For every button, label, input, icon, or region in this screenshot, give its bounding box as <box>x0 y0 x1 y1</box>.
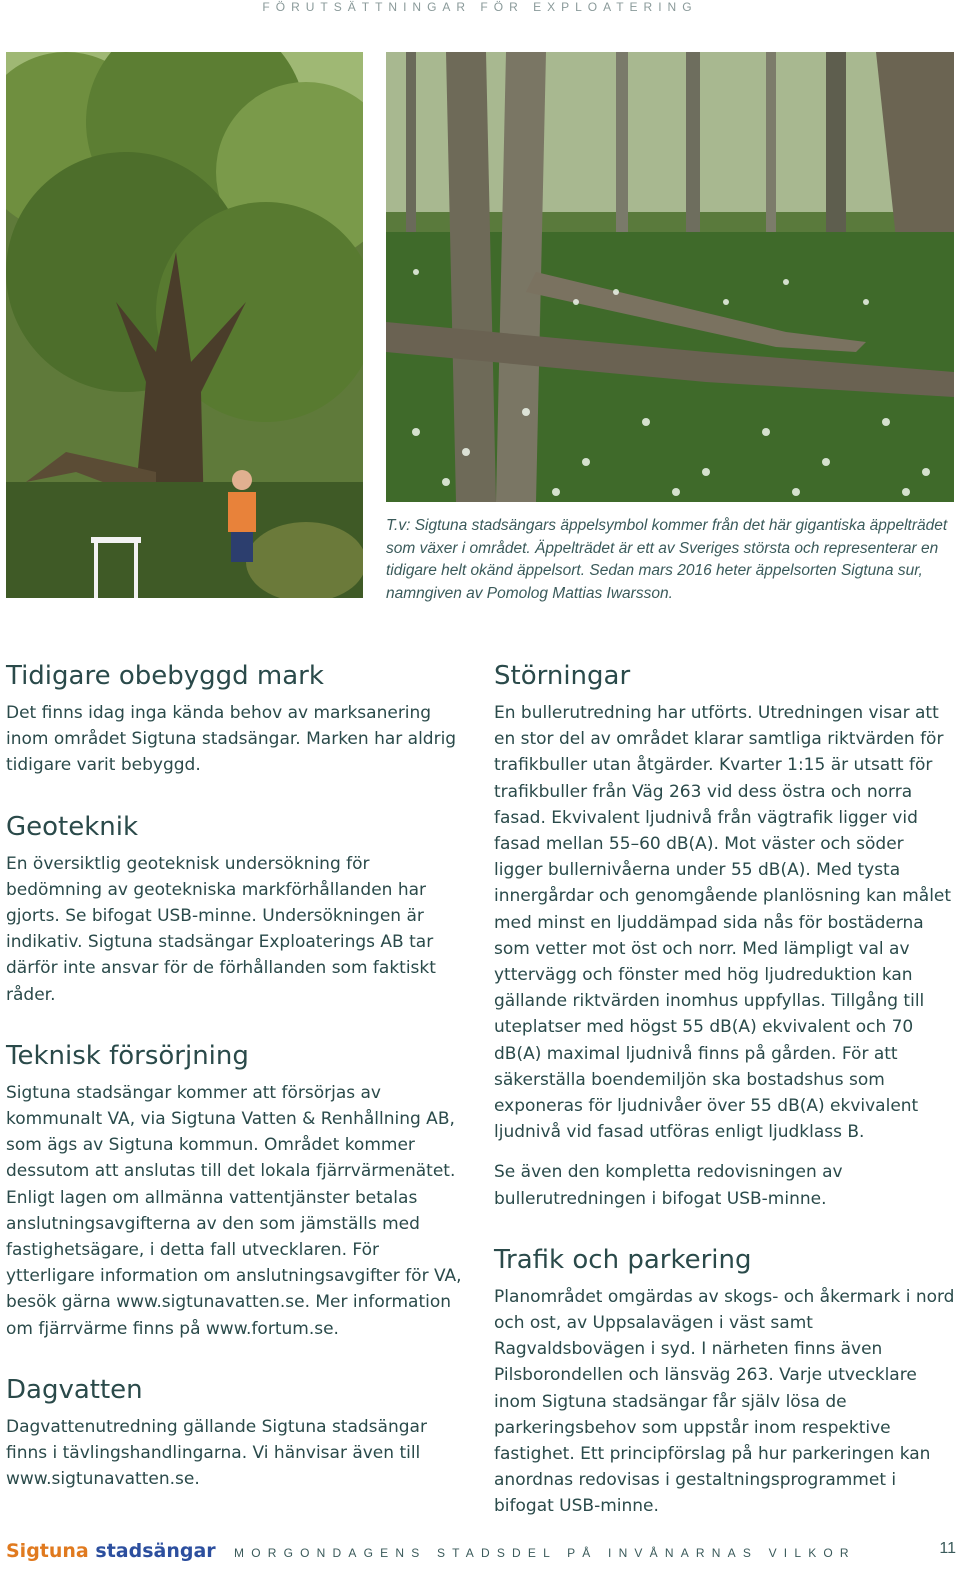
section-text: Se även den kompletta redovisningen av bullerutredningen i bifogat USB-minne. <box>494 1162 843 1209</box>
section-storningar <box>494 658 956 1212</box>
left-column <box>6 658 468 1522</box>
apple-tree-photo <box>6 52 363 598</box>
page-header: FÖRUTSÄTTNINGAR FÖR EXPLOATERING <box>262 0 698 14</box>
section-trafik-och-parkering <box>494 1242 956 1520</box>
section-title: Trafik och parkering <box>494 1244 752 1275</box>
section-text: Sigtuna stadsängar kommer att försörjas av kommunalt VA, via Sigtuna Vatten & Renhållning AB, som ägs av Sigtuna kommun. Området kommer dessutom att anslutas till det lokala fjärrvärmenätet. Enligt lagen om allmänna vattentjänster betalas anslutningsavgifterna av den som jämställs med fastighetsägare, i detta fall utvecklaren. För ytterligare information om anslutningsavgifter för VA, besök gärna www.sigtunavatten.se. Mer information om fjärrvärme finns på www.fortum.se. <box>6 1082 462 1339</box>
section-title: Tidigare obebyggd mark <box>6 661 324 691</box>
section-geoteknik <box>6 809 468 1008</box>
section-title: Störningar <box>494 661 631 691</box>
section-text: Det finns idag inga kända behov av marksanering inom området Sigtuna stadsängar. Marken har aldrig tidigare varit bebyggd. <box>6 703 457 776</box>
page-footer <box>0 1536 960 1566</box>
section-title: Geoteknik <box>6 811 139 842</box>
section-text: Dagvattenutredning gällande Sigtuna stadsängar finns i tävlingshandlingarna. Vi hänvisar även till www.sigtunavatten.se. <box>6 1416 427 1490</box>
section-text: Planområdet omgärdas av skogs- och åkermark i nord och ost, av Uppsalavägen i väst samt Ragvaldsbovägen i syd. I närheten finns även Pilsborondellen och länsväg 263. Varje utvecklare inom Sigtuna stadsängar får själv lösa de parkeringsbehov som uppstår inom respektive fastighet. Ett principförslag på hur parkeringen kan anordnas redovisas i gestaltningsprogrammet i bifogat USB-minne. <box>494 1286 955 1517</box>
section-tidigare-obebyggd-mark <box>6 658 468 779</box>
forest-photo <box>386 52 954 502</box>
section-dagvatten <box>6 1372 468 1493</box>
section-text: En översiktlig geoteknisk undersökning för bedömning av geotekniska markförhållanden har gjorts. Se bifogat USB-minne. Undersökningen är indikativ. Sigtuna stadsängar Exploaterings AB tar därför inte ansvar för de förhållanden som faktiskt råder. <box>6 853 436 1005</box>
section-text: En bullerutredning har utförts. Utredningen visar att en stor del av området klarar samtliga riktvärden för trafikbuller utan åtgärder. Kvarter 1:15 är utsatt för trafikbuller från Väg 263 vid dess östra och norra fasad. Ekvivalent ljudnivå från vägtrafik ligger vid fasad mellan 55–60 dB(A). Mot väster och söder ligger bullernivåerna under 55 dB(A). Med tysta innergårdar och genomgående planlösning kan målet med minst en ljuddämpad sida nås för bostäderna som vetter mot öst och norr. Med lämpligt val av yttervägg och fönster med hög ljudreduktion kan gällande riktvärden inomhus uppfyllas. Tillgång till uteplatser med högst 55 dB(A) ekvivalent och 70 dB(A) maximal ljudnivå finns på gården. För att säkerställa boendemiljön ska bostadshus som exponeras för ljudnivåer över 55 dB(A) ekvivalent ljudnivå vid fasad utföras enligt ljudklass B. <box>494 703 952 1143</box>
photo-caption: T.v: Sigtuna stadsängars äppelsymbol kommer från det här gigantiska äppelträdet som växer i området. Äppelträdet är ett av Sveriges största och representerar en tidigare helt okänd äppelsort. Sedan mars 2016 heter äppelsorten Sigtuna sur, namngiven av Pomolog Mattias Iwarsson. <box>386 517 948 602</box>
section-title: Teknisk försörjning <box>6 1040 249 1071</box>
page-number: 11 <box>939 1540 956 1557</box>
brand-logo: Sigtuna stadsängar <box>6 1540 216 1562</box>
section-title: Dagvatten <box>6 1374 143 1405</box>
footer-tagline: MORGONDAGENS STADSDEL PÅ INVÅNARNAS VILKOR <box>234 1546 856 1560</box>
section-teknisk-forsorjning <box>6 1038 468 1342</box>
right-column <box>494 658 956 1550</box>
